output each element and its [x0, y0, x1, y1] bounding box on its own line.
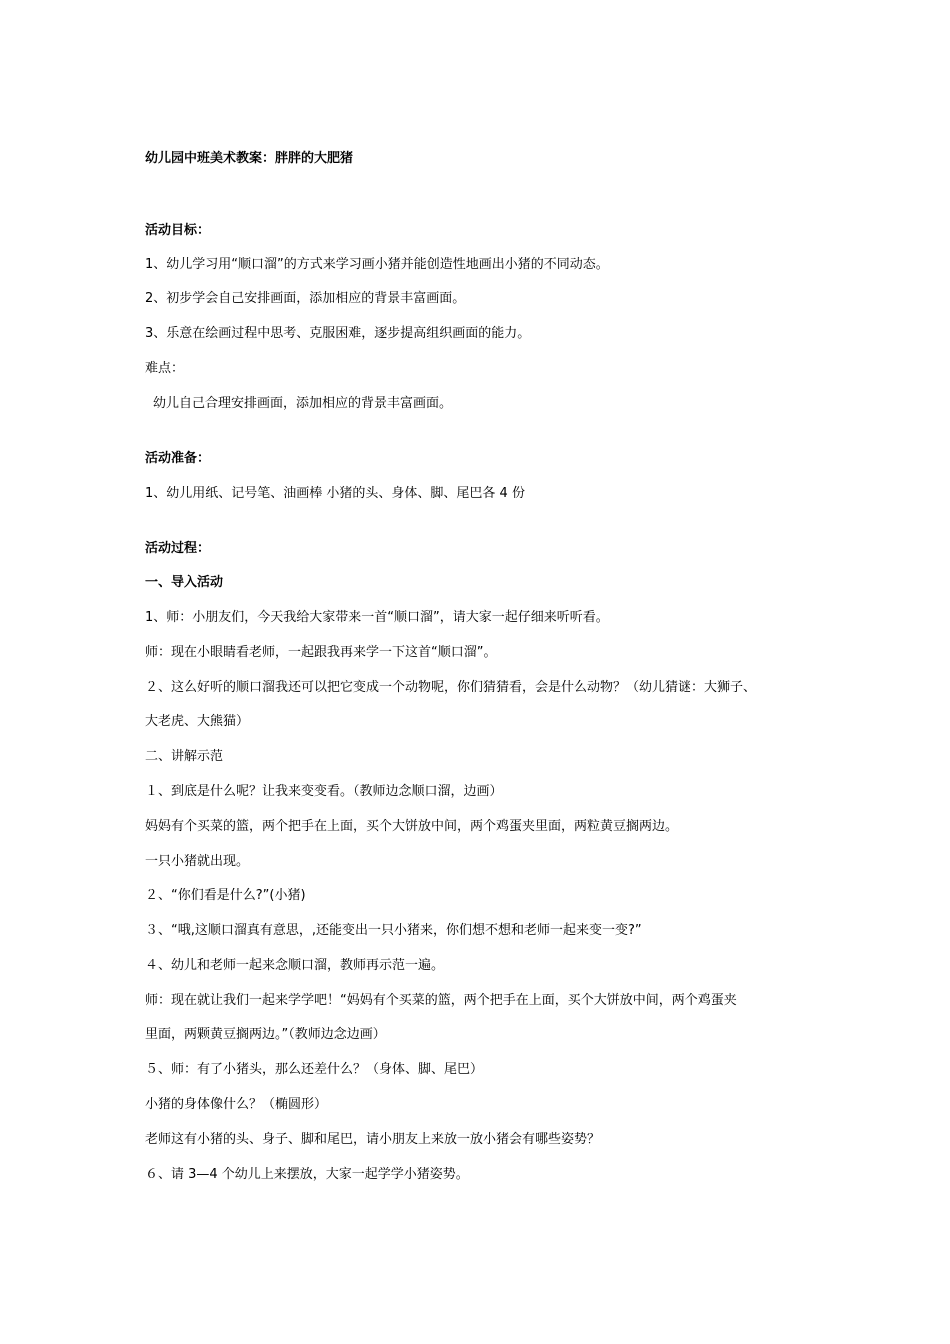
- paragraph-line: 一只小猪就出现。: [145, 854, 250, 869]
- difficulty-label: 难点：: [145, 361, 185, 376]
- goal-item: 2、初步学会自己安排画面，添加相应的背景丰富画面。: [145, 291, 466, 306]
- paragraph-line: １、到底是什么呢？让我来变变看。（教师边念顺口溜，边画）: [145, 784, 503, 799]
- paragraph-line: 妈妈有个买菜的篮，两个把手在上面，买个大饼放中间，两个鸡蛋夹里面，两粒黄豆搁两边。: [145, 819, 679, 834]
- paragraph-line: ３、“哦,这顺口溜真有意思，,还能变出一只小猪来，你们想不想和老师一起来变一变?”: [145, 923, 642, 938]
- paragraph-line: 老师这有小猪的头、身子、脚和尾巴，请小朋友上来放一放小猪会有哪些姿势？: [145, 1132, 601, 1147]
- paragraph-line: ６、请 3—4 个幼儿上来摆放，大家一起学学小猪姿势。: [145, 1167, 469, 1182]
- goal-item: 3、乐意在绘画过程中思考、克服困难，逐步提高组织画面的能力。: [145, 326, 531, 341]
- process-heading: 活动过程：: [145, 541, 211, 556]
- paragraph-line: ２、“你们看是什么?”(小猪): [145, 888, 306, 903]
- page-title: 幼儿园中班美术教案：胖胖的大肥猪: [145, 151, 354, 166]
- paragraph-line: 小猪的身体像什么？（椭圆形）: [145, 1097, 328, 1112]
- section-heading: 二、讲解示范: [145, 749, 224, 764]
- paragraph-line: 师：现在小眼睛看老师，一起跟我再来学一下这首“顺口溜”。: [145, 645, 497, 660]
- paragraph-line: 里面，两颗黄豆搁两边。”（教师边念边画）: [145, 1027, 386, 1042]
- paragraph-line: ２、这么好听的顺口溜我还可以把它变成一个动物呢，你们猜猜看，会是什么动物？（幼儿猜谜：大狮子、: [145, 680, 757, 695]
- goal-item: 1、幼儿学习用“顺口溜”的方式来学习画小猪并能创造性地画出小猪的不同动态。: [145, 257, 609, 272]
- prep-text: 1、幼儿用纸、记号笔、油画棒 小猪的头、身体、脚、尾巴各 4 份: [145, 486, 525, 501]
- paragraph-line: ４、幼儿和老师一起来念顺口溜，教师再示范一遍。: [145, 958, 445, 973]
- difficulty-text: 幼儿自己合理安排画面，添加相应的背景丰富画面。: [153, 396, 453, 411]
- paragraph-line: 大老虎、大熊猫）: [145, 714, 250, 729]
- prep-heading: 活动准备：: [145, 451, 211, 466]
- paragraph-line: ５、师：有了小猪头，那么还差什么？（身体、脚、尾巴）: [145, 1062, 484, 1077]
- goals-heading: 活动目标：: [145, 223, 211, 238]
- paragraph-line: 1、师：小朋友们，今天我给大家带来一首“顺口溜”，请大家一起仔细来听听看。: [145, 610, 609, 625]
- section-heading: 一、导入活动: [145, 575, 224, 590]
- paragraph-line: 师：现在就让我们一起来学学吧！“妈妈有个买菜的篮，两个把手在上面，买个大饼放中间，两个鸡蛋夹: [145, 993, 737, 1008]
